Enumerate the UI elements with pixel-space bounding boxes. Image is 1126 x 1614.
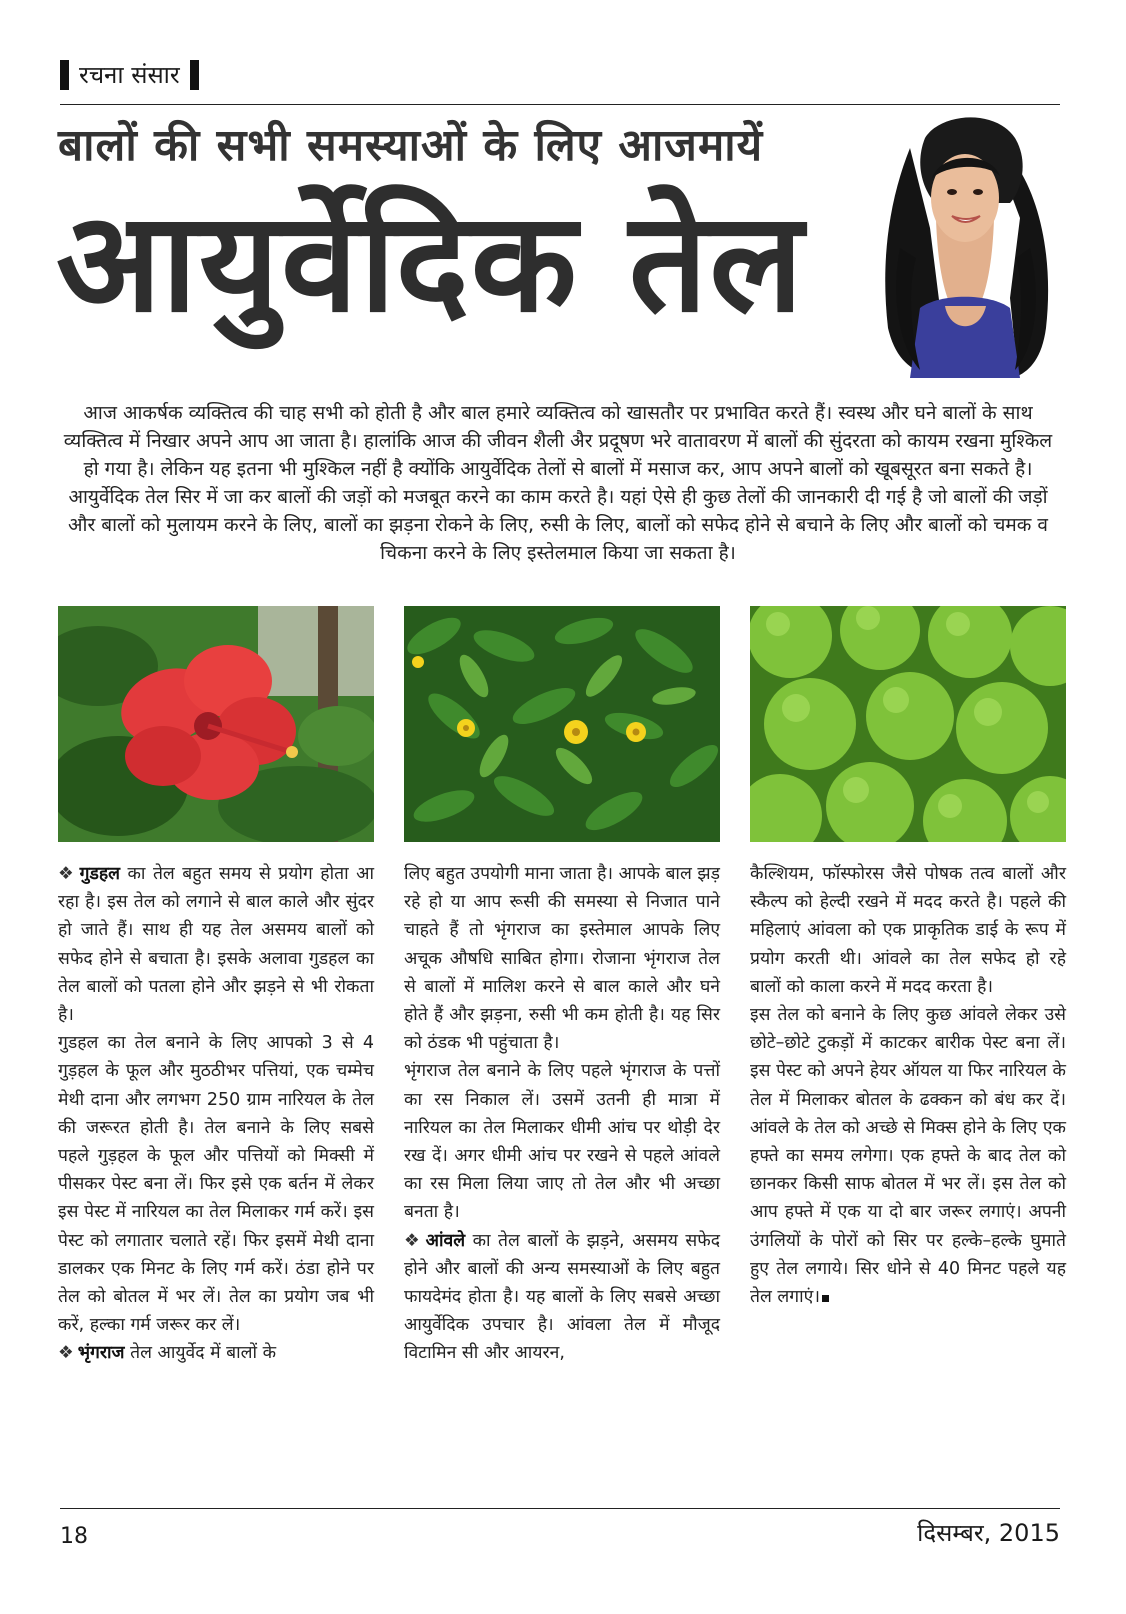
bullet-icon: ❖ [58, 1343, 74, 1364]
article-column-1 [58, 860, 374, 1368]
section-tag-bar-right [190, 60, 199, 90]
bullet-icon: ❖ [404, 1230, 422, 1251]
amla-paragraph [404, 1227, 720, 1368]
end-mark-icon [822, 1295, 829, 1302]
hibiscus-heading: गुडहल [79, 864, 120, 884]
bhringraj-illustration [404, 606, 720, 842]
amla-text: का तेल बालों के झड़ने, असमय सफेद होने और बालों की अन्य समस्याओं के लिए बहुत फायदेमंद होता है। यह बालों के लिए सबसे अच्छा आयुर्वेदिक उपचार है। आंवला तेल में मौजूद विटामिन सी और आयरन, [404, 1230, 720, 1364]
bhringraj-recipe-paragraph: भृंगराज तेल बनाने के लिए पहले भृंगराज के पत्तों का रस निकाल लें। उसमें उतनी ही मात्रा में नारियल का तेल मिलाकर धीमी आंच पर थोड़ी देर रख दें। अगर धीमी आंच पर रखने से पहले आंवले का रस मिला लिया जाए तो तेल और भी अच्छा बनता है। [404, 1061, 720, 1223]
article-column-3 [750, 860, 1066, 1311]
amla-heading: आंवले [425, 1230, 466, 1251]
portrait-image [870, 108, 1060, 378]
bottom-rule [60, 1508, 1060, 1509]
amla-recipe-text: इस तेल को बनाने के लिए कुछ आंवले लेकर उसे छोटे–छोटे टुकड़ों में काटकर बारीक पेस्ट बना लें। इस पेस्ट को अपने हेयर ऑयल या फिर नारियल के तेल में मिलाकर बोतल के ढक्कन को बंध कर दें। आंवले के तेल को अच्छे से मिक्स होने के लिए एक हफ्ते का समय लगेगा। एक हफ्ते के बाद तेल को छानकर किसी साफ बोतल में भर लें। इस तेल को आप हफ्ते में एक या दो बार जरूर लगाएं। अपनी उंगलियों के पोरों को सिर पर हल्के–हल्के घुमाते हुए तेल लगाये। सिर धोने से 40 मिनट पहले यह तेल लगाएं। [750, 1005, 1066, 1308]
bullet-icon: ❖ [58, 864, 76, 884]
page-number: 18 [60, 1524, 88, 1549]
amla-benefits-paragraph: कैल्शियम, फॉस्फोरस जैसे पोषक तत्व बालों और स्कैल्प को हेल्दी रखने में मदद करते है। पहले की महिलाएं आंवला को एक प्राकृतिक डाई के रूप में प्रयोग करती थी। आंवले का तेल सफेद हो रहे बालों को काला करने में मदद करता है। [750, 864, 1066, 997]
article-title: आयुर्वेदिक तेल [56, 182, 806, 343]
bhringraj-intro-text: तेल आयुर्वेद में बालों के [124, 1343, 277, 1364]
portrait-illustration [870, 108, 1060, 378]
issue-date: दिसम्बर, 2015 [917, 1519, 1060, 1547]
hibiscus-text: का तेल बहुत समय से प्रयोग होता आ रहा है। इस तेल को लगाने से बाल काले और सुंदर हो जाते हैं। साथ ही यह तेल असमय बालों को सफेद होने से बचाता है। इसके अलावा गुडहल का तेल बालों को पतला होने और झड़ने से भी रोकता है। [58, 864, 374, 1026]
article-column-2 [404, 860, 720, 1368]
amla-illustration [750, 606, 1066, 842]
bhringraj-heading: भृंगराज [77, 1343, 125, 1364]
hibiscus-photo [58, 606, 374, 842]
amla-photo [750, 606, 1066, 842]
bhringraj-paragraph: लिए बहुत उपयोगी माना जाता है। आपके बाल झड़ रहे हो या आप रूसी की समस्या से निजात पाने चाहते हैं तो भृंगराज का इस्तेमाल आपके लिए अचूक औषधि साबित होगा। रोजाना भृंगराज तेल से बालों में मालिश करने से बाल काले और घने होते हैं और झड़ना, रुसी भी कम होती है। यह सिर को ठंडक भी पहुंचाता है। [404, 864, 720, 1054]
hibiscus-paragraph [58, 860, 374, 1029]
section-tag [60, 60, 199, 90]
top-rule [60, 104, 1060, 105]
bhringraj-photo [404, 606, 720, 842]
section-tag-bar-left [60, 60, 69, 90]
hibiscus-illustration [58, 606, 374, 842]
bhringraj-intro-paragraph [58, 1339, 374, 1367]
section-name: रचना संसार [79, 61, 180, 89]
intro-paragraph: आज आकर्षक व्यक्तित्व की चाह सभी को होती है और बाल हमारे व्यक्तित्व को खासतौर पर प्रभावित करते हैं। स्वस्थ और घने बालों के साथ व्यक्तित्व में निखार अपने आप आ जाता है। हालांकि आज की जीवन शैली अैर प्रदूषण भरे वातावरण में बालों की सुंदरता को कायम रखना मुश्किल हो गया है। लेकिन यह इतना भी मुश्किल नहीं है क्योंकि आयुर्वेदिक तेलों से बालों में मसाज कर, आप अपने बालों को खूबसूरत बना सकते है। आयुर्वेदिक तेल सिर में जा कर बालों की जड़ों को मजबूत करने का काम करते है। यहां ऐसे ही कुछ तेलों की जानकारी दी गई है जो बालों की जड़ों और बालों को मुलायम करने के लिए, बालों का झड़ना रोकने के लिए, रुसी के लिए, बालों को सफेद होने से बचाने के लिए और बालों को चमक व चिकना करने के लिए इस्तेलमाल किया जा सकता है। [63, 402, 1053, 564]
amla-recipe-paragraph [750, 1001, 1066, 1311]
article-subtitle: बालों की सभी समस्याओं के लिए आजमायें [58, 120, 764, 171]
hibiscus-recipe-paragraph: गुडहल का तेल बनाने के लिए आपको 3 से 4 गुड़हल के फूल और मुठठीभर पत्तियां, एक चम्मेच मेथी दाना और लगभग 250 ग्राम नारियल के तेल की जरूरत होती है। तेल बनाने के लिए सबसे पहले गुड़हल के फूल और पत्तियों को मिक्सी में पीसकर पेस्ट बना लें। फिर इसे एक बर्तन में लेकर इस पेस्ट में नारियल का तेल मिलाकर गर्म करें। इस पेस्ट को लगातार चलाते रहें। फिर इसमें मेथी दाना डालकर एक मिनट के लिए गर्म करें। ठंडा होने पर तेल को बोतल में भर लें। तेल का प्रयोग जब भी करें, हल्का गर्म जरूर कर लें। [58, 1033, 374, 1336]
